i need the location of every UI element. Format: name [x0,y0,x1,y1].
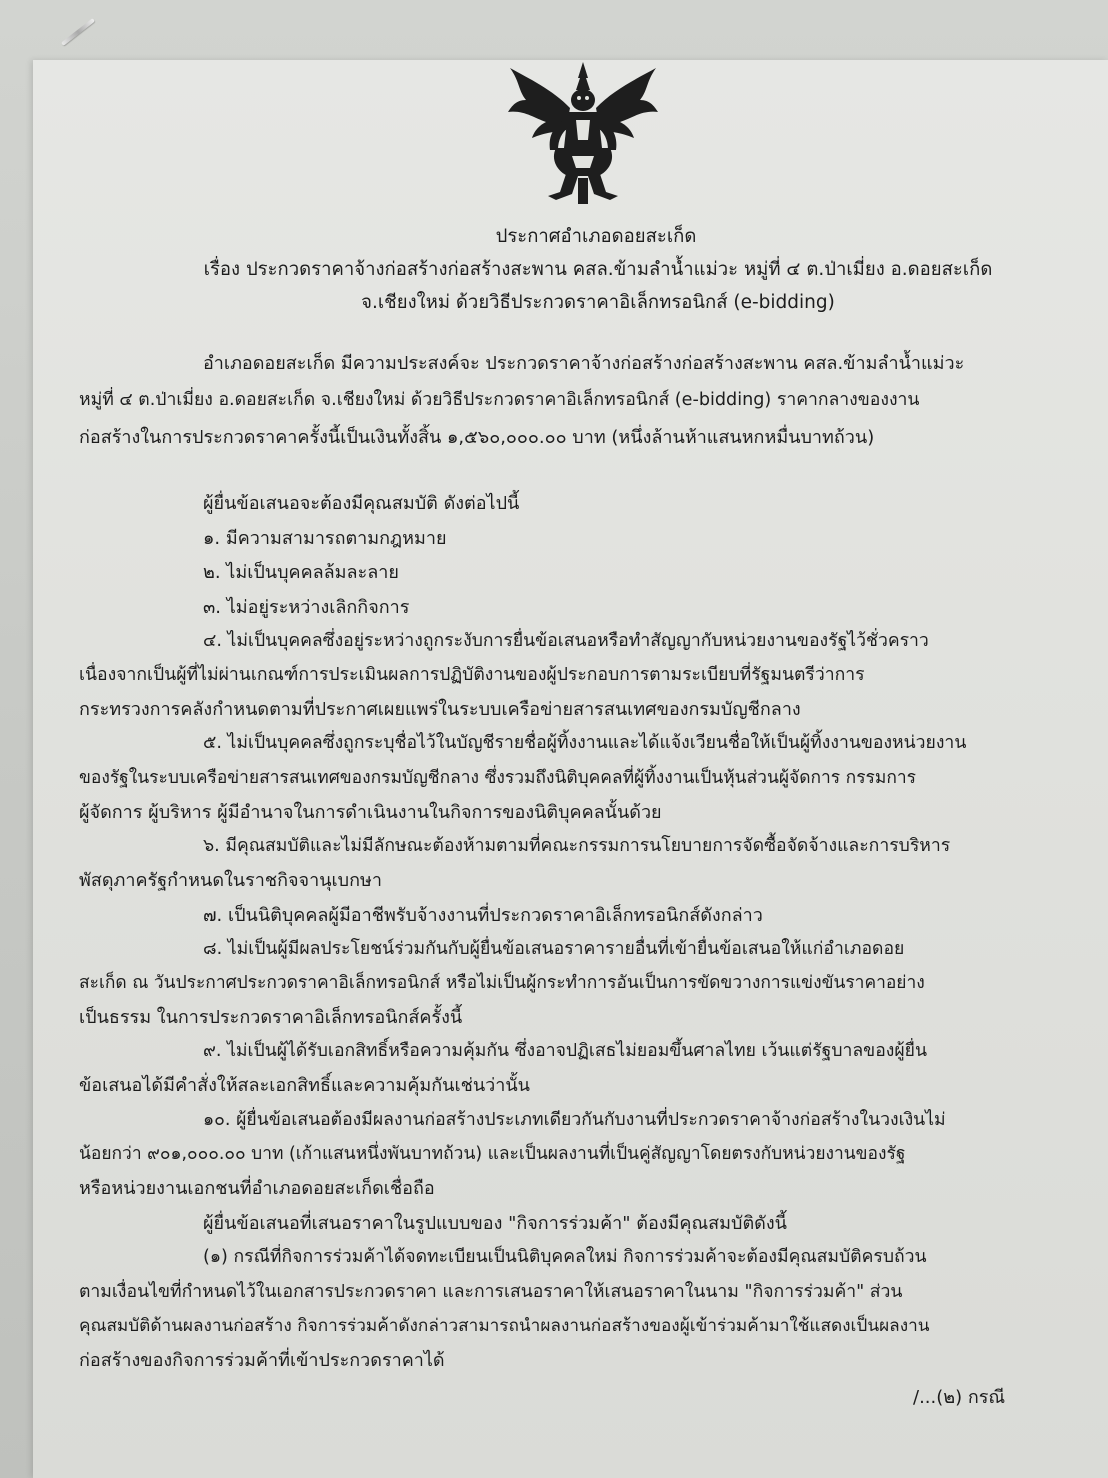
intro-line: อำเภอดอยสะเก็ด มีความประสงค์จะ ประกวดราคาจ้างก่อสร้างก่อสร้างสะพาน คสล.ข้ามลำน้ำแม่วะ [203,353,965,374]
qualification-item-continued: น้อยกว่า ๙๐๑,๐๐๐.๐๐ บาท (เก้าแสนหนึ่งพันบาทถ้วน) และเป็นผลงานที่เป็นคู่สัญญาโดยตรงกับหน่วยงานของรัฐ [79,1144,906,1164]
announcement-title [33,220,1108,319]
qualification-item: ๑. มีความสามารถตามกฎหมาย [203,528,447,549]
qualification-item-continued: ของรัฐในระบบเครือข่ายสารสนเทศของกรมบัญชีกลาง ซึ่งรวมถึงนิติบุคคลที่ผู้ทิ้งงานเป็นหุ้นส่วนผู้จัดการ กรรมการ [79,768,916,788]
qualification-item: ๒. ไม่เป็นบุคคลล้มละลาย [203,562,399,583]
continuation-marker: /...(๒) กรณี [913,1387,1006,1408]
qualification-item: ๗. เป็นนิติบุคคลผู้มีอาชีพรับจ้างงานที่ประกวดราคาอิเล็กทรอนิกส์ดังกล่าว [203,905,763,926]
intro-line: ก่อสร้างในการประกวดราคาครั้งนี้เป็นเงินทั้งสิ้น ๑,๕๖๐,๐๐๐.๐๐ บาท (หนึ่งล้านห้าแสนหกหมื่นบาทถ้วน) [79,427,875,448]
joint-venture-item-continued: ก่อสร้างของกิจการร่วมค้าที่เข้าประกวดราคาได้ [79,1350,445,1371]
title-subject-continued: จ.เชียงใหม่ ด้วยวิธีประกวดราคาอิเล็กทรอนิกส์ (e-bidding) [361,292,835,313]
qualification-item: ๓. ไม่อยู่ระหว่างเลิกกิจการ [203,597,410,618]
qualification-item-continued: หรือหน่วยงานเอกชนที่อำเภอดอยสะเก็ดเชื่อถือ [79,1178,435,1199]
qualification-item-continued: เนื่องจากเป็นผู้ที่ไม่ผ่านเกณฑ์การประเมินผลการปฏิบัติงานของผู้ประกอบการตามระเบียบที่รัฐมนตรีว่าการ [79,665,865,685]
joint-venture-item: (๑) กรณีที่กิจการร่วมค้าได้จดทะเบียนเป็นนิติบุคคลใหม่ กิจการร่วมค้าจะต้องมีคุณสมบัติครบถ้วน [203,1247,927,1267]
qualification-item: ๔. ไม่เป็นบุคคลซึ่งอยู่ระหว่างถูกระงับการยื่นข้อเสนอหรือทำสัญญากับหน่วยงานของรัฐไว้ชั่วคราว [203,631,929,651]
joint-venture-heading: ผู้ยื่นข้อเสนอที่เสนอราคาในรูปแบบของ "กิจการร่วมค้า" ต้องมีคุณสมบัติดังนี้ [203,1213,787,1234]
joint-venture-item-continued: ตามเงื่อนไขที่กำหนดไว้ในเอกสารประกวดราคา และการเสนอราคาให้เสนอราคาในนาม "กิจการร่วมค้า" ส่วน [79,1282,903,1302]
title-issuer: ประกาศอำเภอดอยสะเก็ด [495,226,697,247]
title-subject: เรื่อง ประกวดราคาจ้างก่อสร้างก่อสร้างสะพาน คสล.ข้ามลำน้ำแม่วะ หมู่ที่ ๔ ต.ป่าเมี่ยง อ.ดอยสะเก็ด [203,259,993,280]
qualification-item: ๙. ไม่เป็นผู้ได้รับเอกสิทธิ์หรือความคุ้มกัน ซึ่งอาจปฏิเสธไม่ยอมขึ้นศาลไทย เว้นแต่รัฐบาลของผู้ยื่น [203,1041,928,1061]
qualification-item-continued: ข้อเสนอได้มีคำสั่งให้สละเอกสิทธิ์และความคุ้มกันเช่นว่านั้น [79,1075,530,1096]
intro-line: หมู่ที่ ๔ ต.ป่าเมี่ยง อ.ดอยสะเก็ด จ.เชียงใหม่ ด้วยวิธีประกวดราคาอิเล็กทรอนิกส์ (e-bidding) ราคากลางของงาน [79,390,920,410]
qualification-item-continued: ผู้จัดการ ผู้บริหาร ผู้มีอำนาจในการดำเนินงานในกิจการของนิติบุคคลนั้นด้วย [79,802,662,823]
qualification-item-continued: กระทรวงการคลังกำหนดตามที่ประกาศเผยแพร่ในระบบเครือข่ายสารสนเทศของกรมบัญชีกลาง [79,699,801,720]
qualification-item: ๑๐. ผู้ยื่นข้อเสนอต้องมีผลงานก่อสร้างประเภทเดียวกันกับงานที่ประกวดราคาจ้างก่อสร้างในวงเงินไม่ [203,1110,946,1130]
qualification-item-continued: พัสดุภาครัฐกำหนดในราชกิจจานุเบกษา [79,870,382,891]
qualification-item-continued: สะเก็ด ณ วันประกาศประกวดราคาอิเล็กทรอนิกส์ หรือไม่เป็นผู้กระทำการอันเป็นการขัดขวางการแข่งขันราคาอย่าง [79,973,925,993]
qualification-item: ๖. มีคุณสมบัติและไม่มีลักษณะต้องห้ามตามที่คณะกรรมการนโยบายการจัดซื้อจัดจ้างและการบริหาร [203,836,951,856]
document-page [33,60,1108,1478]
qualifications-heading: ผู้ยื่นข้อเสนอจะต้องมีคุณสมบัติ ดังต่อไปนี้ [203,493,520,514]
qualification-item-continued: เป็นธรรม ในการประกวดราคาอิเล็กทรอนิกส์ครั้งนี้ [79,1007,463,1028]
joint-venture-item-continued: คุณสมบัติด้านผลงานก่อสร้าง กิจการร่วมค้าดังกล่าวสามารถนำผลงานก่อสร้างของผู้เข้าร่วมค้ามาใช้แสดงเป็นผลงาน [79,1316,930,1336]
garuda-emblem-icon [498,60,668,210]
qualification-item: ๕. ไม่เป็นบุคคลซึ่งถูกระบุชื่อไว้ในบัญชีรายชื่อผู้ทิ้งงานและได้แจ้งเวียนชื่อให้เป็นผู้ทิ้งงานของหน่วยงาน [203,733,967,753]
qualification-item: ๘. ไม่เป็นผู้มีผลประโยชน์ร่วมกันกับผู้ยื่นข้อเสนอราคารายอื่นที่เข้ายื่นข้อเสนอให้แก่อำเภอดอย [203,939,905,959]
